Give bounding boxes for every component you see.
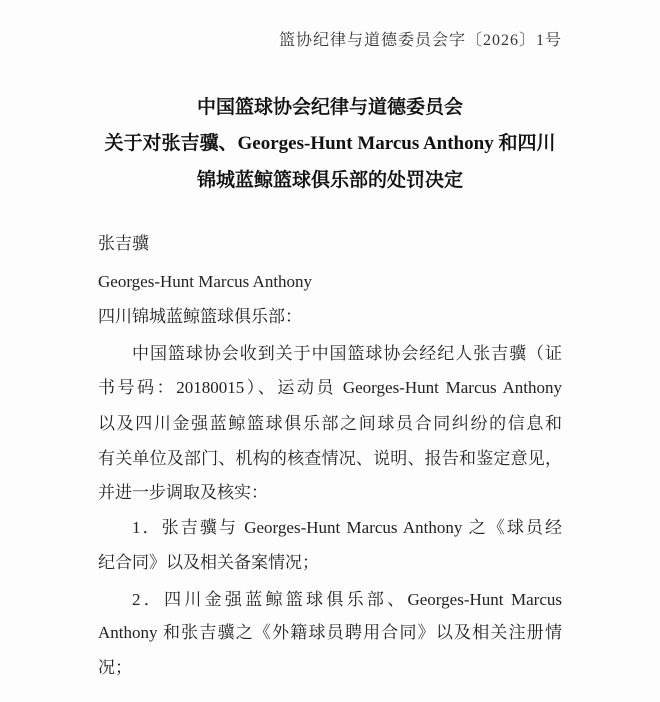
list-item-2: 2．四川金强蓝鲸篮球俱乐部、Georges-Hunt Marcus	[132, 590, 562, 609]
body-line: 有关单位及部门、机构的核查情况、说明、报告和鉴定意见，	[98, 449, 562, 468]
title-line-1: 中国篮球协会纪律与道德委员会	[196, 97, 463, 118]
addressee-3: 四川锦城蓝鲸篮球俱乐部：	[98, 307, 302, 326]
addressee-1: 张吉骥	[98, 234, 149, 253]
title-line-3: 锦城蓝鲸篮球俱乐部的处罚决定	[196, 170, 463, 191]
body-line: 以及四川金强蓝鲸篮球俱乐部之间球员合同纠纷的信息和	[98, 414, 562, 433]
body-line: 书号码：20180015）、运动员 Georges-Hunt Marcus Anthony	[98, 378, 562, 397]
document-number: 篮协纪律与道德委员会字〔2026〕1号	[278, 32, 562, 49]
body-line: 并进一步调取及核实：	[98, 483, 268, 502]
body-line: 中国篮球协会收到关于中国篮球协会经纪人张吉骥（证	[132, 344, 562, 363]
addressee-2: Georges-Hunt Marcus Anthony	[98, 272, 313, 291]
list-item-2-cont: Anthony 和张吉骥之《外籍球员聘用合同》以及相关注册情	[98, 623, 562, 642]
list-item-2-cont: 况；	[98, 658, 132, 677]
list-item-1: 1．张吉骥与 Georges-Hunt Marcus Anthony 之《球员经	[132, 518, 562, 537]
title-line-2: 关于对张吉骥、Georges-Hunt Marcus Anthony 和四川	[104, 133, 556, 154]
list-item-1-cont: 纪合同》以及相关备案情况；	[98, 553, 319, 572]
